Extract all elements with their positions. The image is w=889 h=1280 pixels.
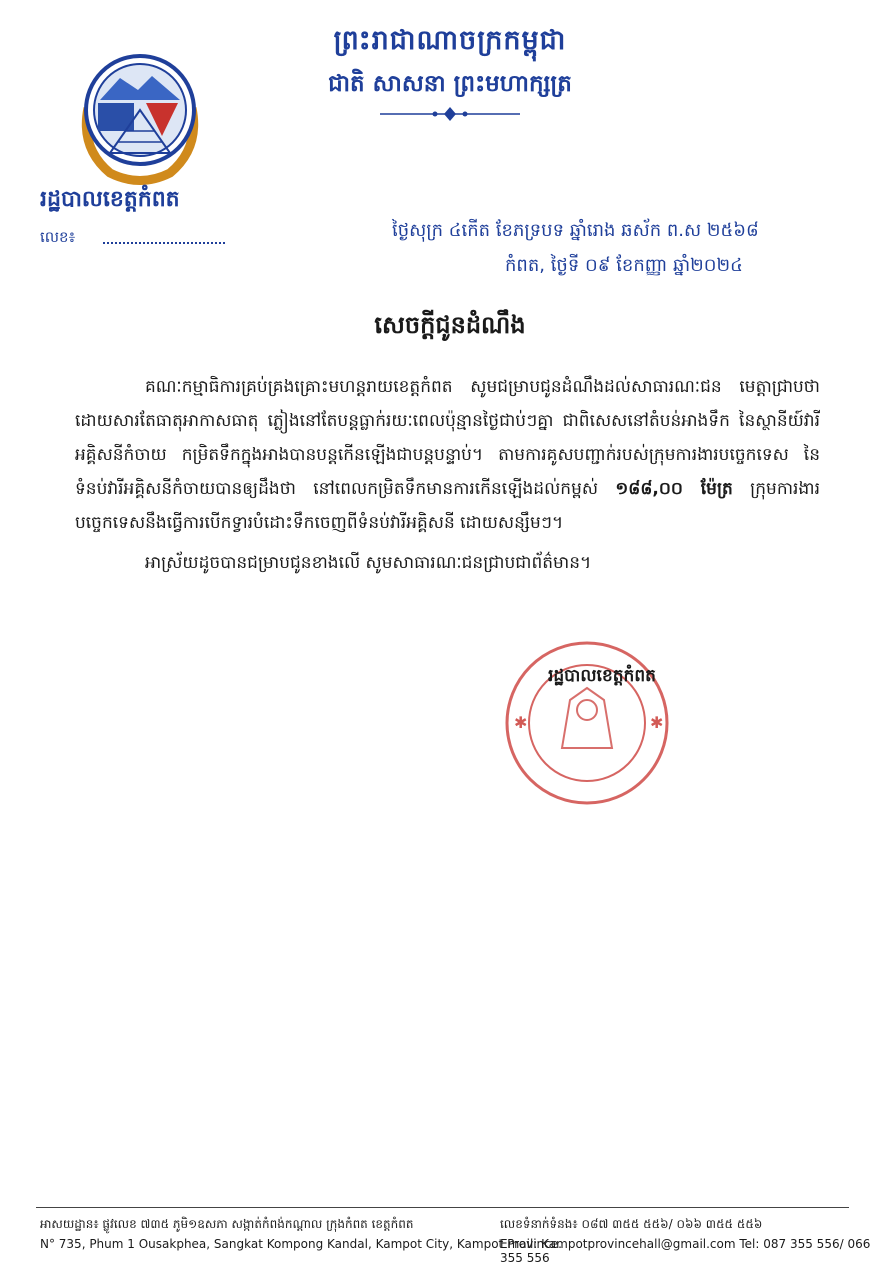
document-title: សេចក្តីជូនដំណឹង (374, 311, 526, 339)
water-level-value: ១៨៨,០០ ម៉ែត្រ (615, 479, 733, 499)
svg-text:✱: ✱ (650, 713, 664, 732)
footer-contact-english: Email: Kampotprovincehall@gmail.com Tel: 087 355 556/ 066 355 556 (500, 1237, 871, 1265)
signatory-name: រដ្ឋបាលខេត្តកំពត (548, 666, 656, 686)
body-paragraph-1 (75, 370, 820, 540)
footer-divider (36, 1207, 849, 1208)
kingdom-title: ព្រះរាជាណាចក្រកម្ពុជា (333, 25, 567, 56)
paragraph-1-end-text: ក្រុមការងារបច្ចេកទេសនឹងធ្វើការបើកទ្វារបំដោះទឹកចេញពីទំនប់វារីអគ្គិសនី ដោយសន្សឹមៗ។ (75, 479, 820, 533)
lunar-date: ថ្ងៃសុក្រ ៤កើត ខែភទ្របទ ឆ្នាំរោង ឆស័ក ព.ស ២៥៦៨ (392, 220, 759, 241)
notice-body (75, 370, 820, 580)
reference-number-field (103, 230, 225, 244)
official-seal-stamp (500, 638, 675, 808)
paragraph-1-text: គណៈកម្មាធិការគ្រប់គ្រងគ្រោះមហន្តរាយខេត្តកំពត សូមជម្រាបជូនដំណឹងដល់សាធារណៈជន មេត្តាជ្រាបថា ដោយសារតែធាតុអាកាសធាតុ ភ្លៀងនៅតែបន្តធ្លាក់រយៈពេលប៉ុន្មានថ្ងៃជាប់ៗគ្នា ជាពិសេសនៅតំបន់អាងទឹក នៃស្ថានីយ៍វារីអគ្គិសនីកំចាយ កម្រិតទឹកក្នុងអាងបានបន្តកើនឡើងជាបន្តបន្ទាប់។ តាមការគូសបញ្ជាក់របស់ក្រុមការងារបច្ចេកទេស នៃទំនប់វារីអគ្គិសនីកំចាយបានឲ្យដឹងថា នៅពេលកម្រិតទឹកមានការកើនឡើងដល់កម្ពស់ (75, 377, 820, 499)
footer-address-english: N° 735, Phum 1 Ousakphea, Sangkat Kompong Kandal, Kampot City, Kampot Province. (40, 1237, 562, 1251)
issuer-name: រដ្ឋបាលខេត្តកំពត (40, 187, 180, 212)
national-motto: ជាតិ សាសនា ព្រះមហាក្សត្រ (328, 71, 572, 97)
province-emblem-icon (70, 48, 210, 188)
divider-ornament (380, 106, 520, 122)
footer-address-khmer: អាសយដ្ឋាន៖ ផ្លូវលេខ ៧៣៥ ភូមិ១ឧសភា សង្កាត់កំពង់កណ្តាល ក្រុងកំពត ខេត្តកំពត (40, 1217, 414, 1231)
reference-number-label: លេខ៖ (40, 228, 76, 246)
footer-contact-khmer: លេខទំនាក់ទំនង៖ ០៨៧ ៣៥៥ ៥៥៦/ ០៦៦ ៣៥៥ ៥៥៦ (500, 1217, 763, 1231)
body-paragraph-2: អាស្រ័យដូចបានជម្រាបជូនខាងលើ សូមសាធារណៈជនជ្រាបជាព័ត៌មាន។ (145, 553, 592, 573)
svg-text:✱: ✱ (514, 713, 528, 732)
solar-date: កំពត, ថ្ងៃទី ០៩ ខែកញ្ញា ឆ្នាំ២០២៤ (505, 255, 743, 276)
